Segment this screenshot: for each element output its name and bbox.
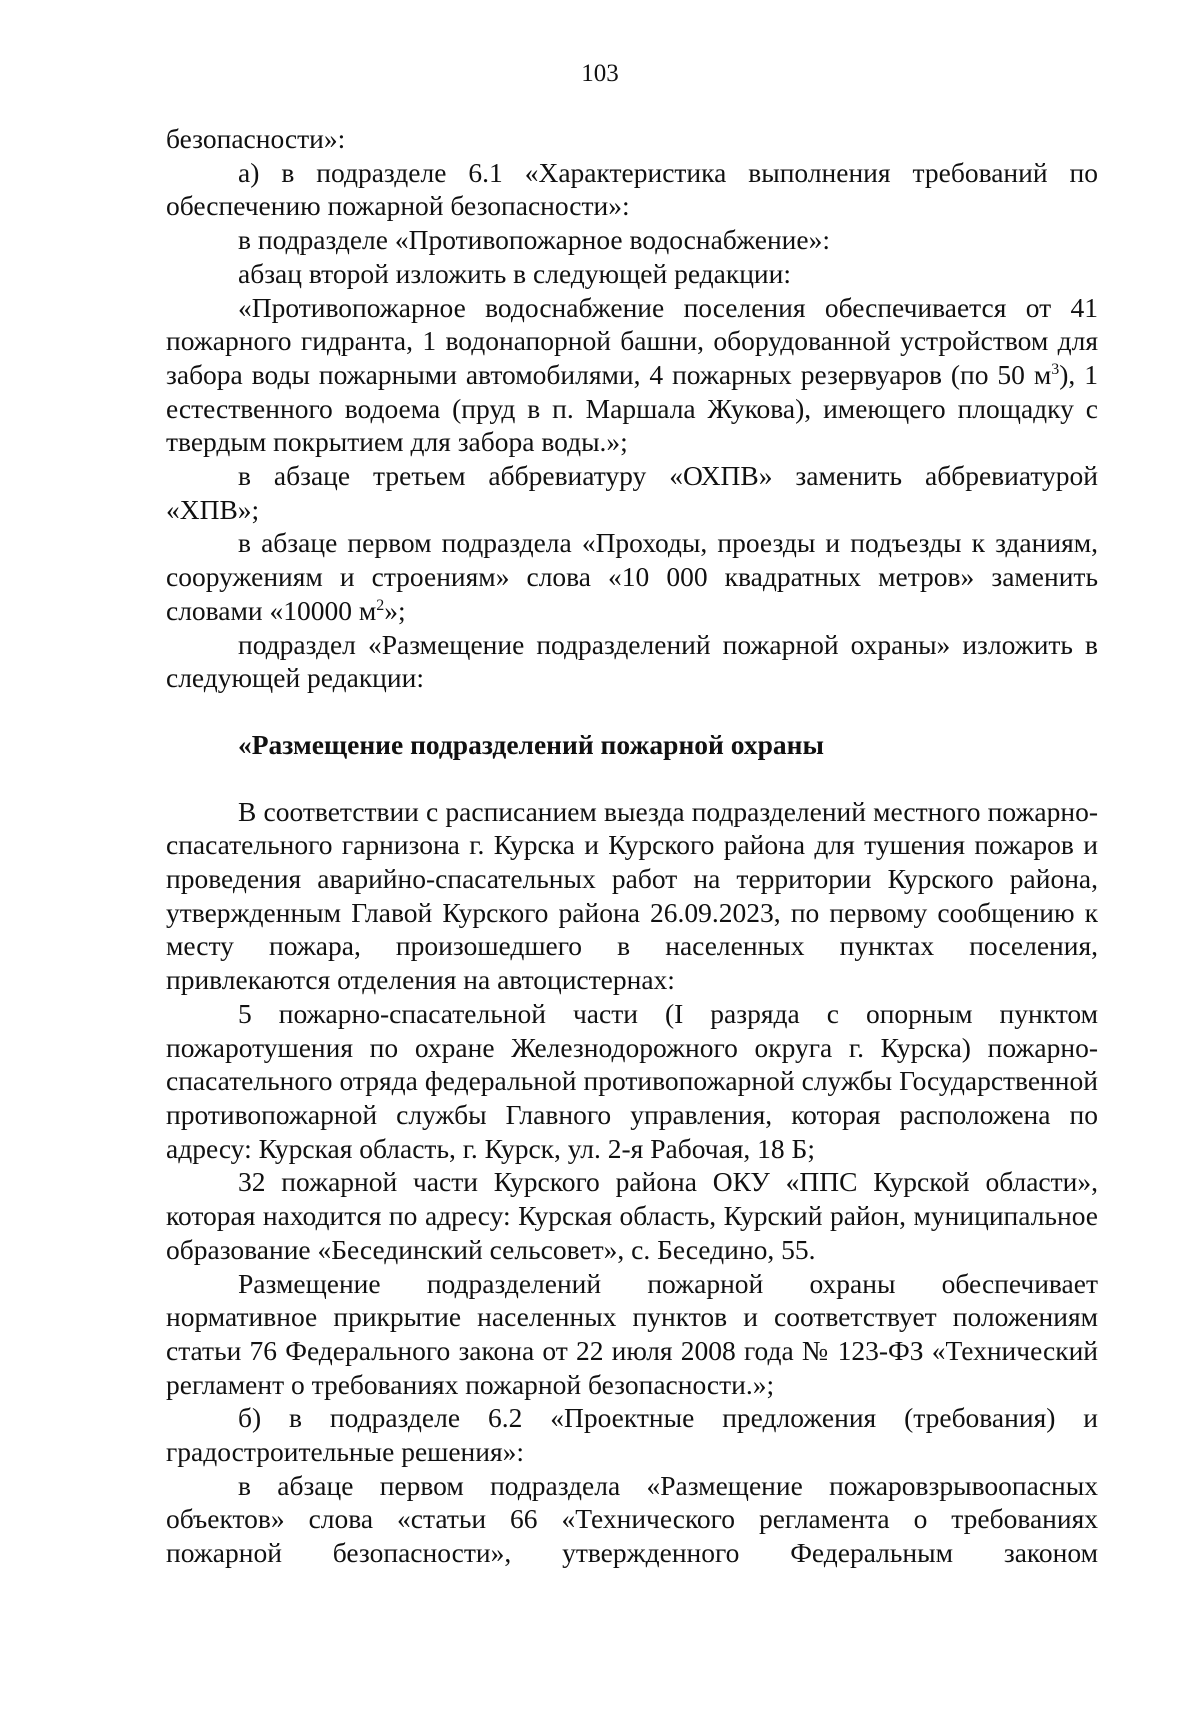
text-span: »;	[384, 594, 406, 626]
paragraph-subsection-6-2: б) в подразделе 6.2 «Проектные предложения (требования) и градостроительные решения»:	[166, 1402, 1098, 1468]
paragraph-water-supply-subsection: в подразделе «Противопожарное водоснабжение»:	[238, 224, 830, 256]
paragraph-fire-unit-5: 5 пожарно-спасательной части (I разряда с опорным пунктом пожаротушения по охране Железнодорожного округа г. Курска) пожарно-спасательного отряда федеральной противопожарной службы Государственной противопожарной службы Главного управления, которая расположена по адресу: Курская область, г. Курск, ул. 2-я Рабочая, 18 Б;	[166, 997, 1098, 1164]
paragraph-schedule: В соответствии с расписанием выезда подразделений местного пожарно-спасательного гарнизона г. Курска и Курского района для тушения пожаров и проведения аварийно-спасательных работ на территории Курского района, утвержденным Главой Курского района 26.09.2023, по первому сообщению к месту пожара, произошедшего в населенных пунктах поселения, привлекаются отделения на автоцистернах:	[166, 795, 1098, 996]
document-body	[166, 122, 1098, 1570]
superscript: 2	[376, 596, 385, 614]
paragraph-fire-unit-32: 32 пожарной части Курского района ОКУ «ППС Курской области», которая находится по адресу: Курская область, Курский район, муниципальное образование «Бесединский сельсовет», с. Беседино, 55.	[166, 1166, 1098, 1265]
text-span: ), 1 естественного водоема (пруд в п. Маршала Жукова), имеющего площадку с твердым покрытием для забора воды.»;	[166, 358, 1098, 458]
paragraph-coverage: Размещение подразделений пожарной охраны обеспечивает нормативное прикрытие населенных пунктов и соответствует положениям статьи 76 Федерального закона от 22 июля 2008 года № 123-ФЗ «Технический регламент о требованиях пожарной безопасности.»;	[166, 1267, 1098, 1400]
text-span: «Противопожарное водоснабжение поселения обеспечивается от 41 пожарного гидранта, 1 водонапорной башни, оборудованной устройством для забора воды пожарными автомобилями, 4 пожарных резервуаров (по 50 м	[166, 291, 1098, 390]
paragraph-subsection-placement: подраздел «Размещение подразделений пожарной охраны» изложить в следующей редакции:	[166, 628, 1098, 694]
paragraph-abbreviation: в абзаце третьем аббревиатуру «ОХПВ» заменить аббревиатурой «ХПВ»;	[166, 460, 1098, 525]
paragraph-second-abzac: абзац второй изложить в следующей редакции:	[238, 257, 792, 289]
text-span: в абзаце первом подраздела «Проходы, проезды и подъезды к зданиям, сооружениям и строениям» слова «10 000 квадратных метров» заменить словами «10000 м	[166, 527, 1098, 626]
section-heading: «Размещение подразделений пожарной охраны	[238, 728, 824, 760]
paragraph-passages	[166, 526, 1098, 627]
paragraph-continuation: безопасности»:	[166, 123, 346, 154]
paragraph-explosive-objects: в абзаце первом подраздела «Размещение пожаровзрывоопасных объектов» слова «статьи 66 «Технического регламента о требованиях пожарной безопасности», утвержденного Федеральным законом	[166, 1469, 1098, 1569]
superscript: 3	[1051, 360, 1060, 378]
paragraph-water-supply-text	[166, 291, 1098, 460]
page-number: 103	[581, 60, 619, 87]
paragraph-subsection-6-1: а) в подразделе 6.1 «Характеристика выполнения требований по обеспечению пожарной безопасности»:	[166, 156, 1098, 222]
